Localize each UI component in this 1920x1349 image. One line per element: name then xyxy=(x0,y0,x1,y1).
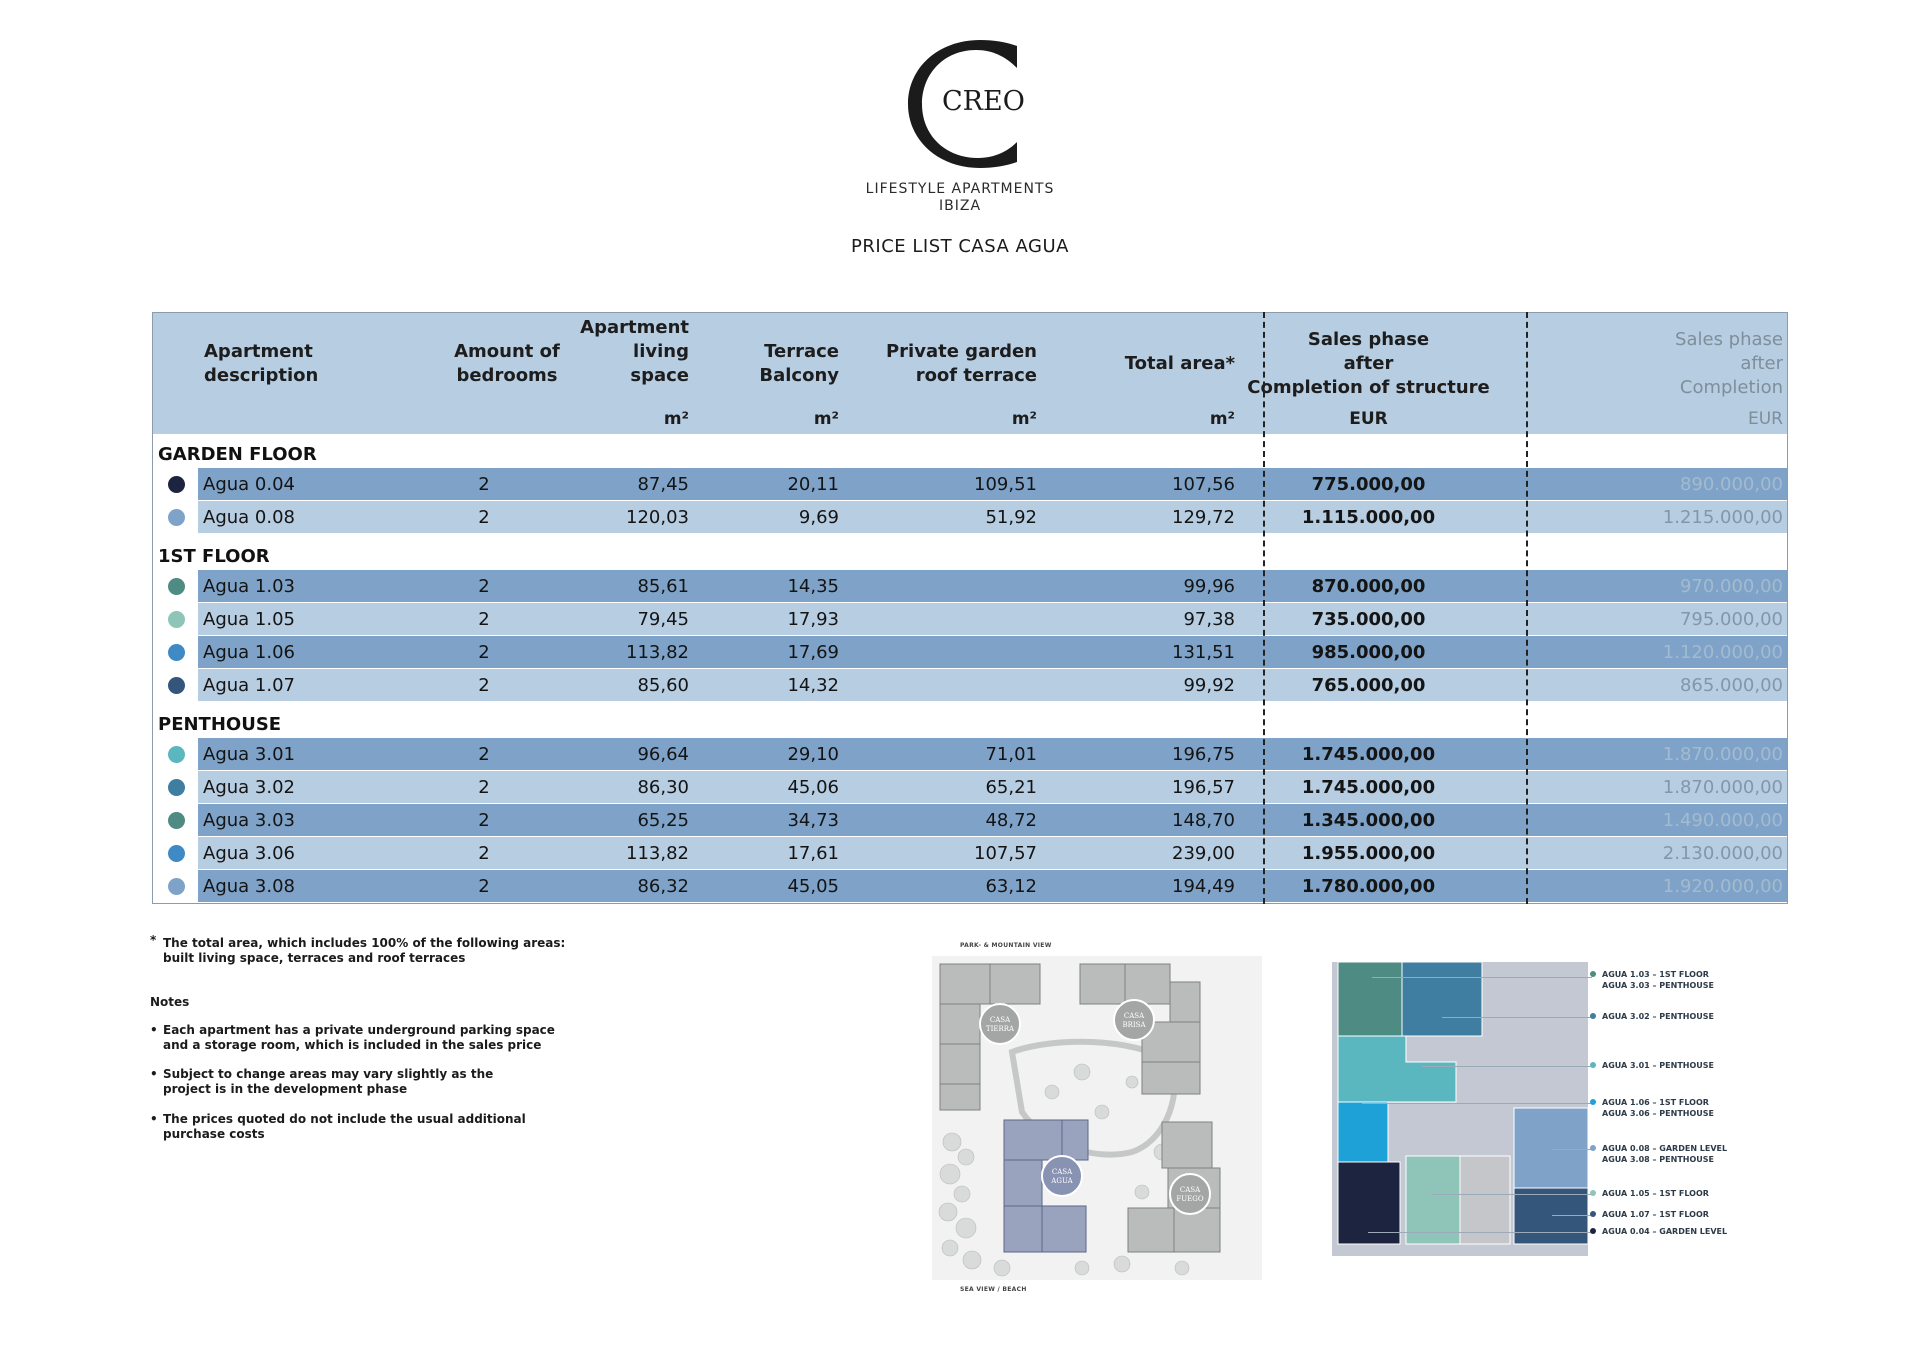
footnote: * The total area, which includes 100% of the following areas: built living space, terraces and roof terraces xyxy=(150,933,566,965)
table-row xyxy=(153,501,1787,533)
price-completion-value: 1.870.000,00 xyxy=(1662,744,1783,765)
price-table xyxy=(152,312,1788,904)
living-space-value: 86,32 xyxy=(637,876,689,897)
unit-color-dot xyxy=(168,677,185,694)
unit-color-dot xyxy=(168,878,185,895)
unit-sales2: EUR xyxy=(1748,409,1783,429)
apartment-name: Agua 1.05 xyxy=(203,609,295,630)
total-area-value: 131,51 xyxy=(1172,642,1235,663)
siteplan-bottom-label: SEA VIEW / BEACH xyxy=(960,1286,1027,1293)
bedrooms-value: 2 xyxy=(478,642,490,663)
floor-key-diagram xyxy=(1332,962,1588,1256)
apartment-name: Agua 3.02 xyxy=(203,777,295,798)
terrace-value: 45,06 xyxy=(787,777,839,798)
page-title: PRICE LIST CASA AGUA xyxy=(851,236,1069,257)
price-structure-value: 1.955.000,00 xyxy=(1301,843,1436,864)
section-heading-label: 1ST FLOOR xyxy=(158,546,270,567)
bedrooms-value: 2 xyxy=(478,474,490,495)
terrace-value: 20,11 xyxy=(787,474,839,495)
living-space-value: 85,60 xyxy=(637,675,689,696)
total-area-value: 107,56 xyxy=(1172,474,1235,495)
living-space-value: 113,82 xyxy=(626,843,689,864)
table-header xyxy=(153,313,1787,435)
living-space-value: 85,61 xyxy=(637,576,689,597)
price-structure-value: 775.000,00 xyxy=(1311,474,1426,495)
price-structure-value: 1.745.000,00 xyxy=(1301,744,1436,765)
total-area-value: 99,92 xyxy=(1183,675,1235,696)
price-completion-value: 1.920.000,00 xyxy=(1662,876,1783,897)
unit-color-dot xyxy=(168,845,185,862)
logo-wordmark: CREO xyxy=(942,86,1025,117)
unit-terrace: m² xyxy=(813,409,839,429)
total-area-value: 99,96 xyxy=(1183,576,1235,597)
table-row xyxy=(153,870,1787,902)
table-row xyxy=(153,636,1787,668)
price-completion-value: 970.000,00 xyxy=(1679,576,1783,597)
header-total-area: Total area* xyxy=(1124,353,1235,374)
building-label: CASA TIERRA xyxy=(985,1016,1015,1033)
terrace-value: 29,10 xyxy=(787,744,839,765)
price-completion-value: 1.490.000,00 xyxy=(1662,810,1783,831)
living-space-value: 113,82 xyxy=(626,642,689,663)
bedrooms-value: 2 xyxy=(478,777,490,798)
price-completion-value: 1.120.000,00 xyxy=(1662,642,1783,663)
header-garden: Private garden roof terrace xyxy=(885,341,1037,386)
price-structure-value: 1.115.000,00 xyxy=(1301,507,1436,528)
bedrooms-value: 2 xyxy=(478,507,490,528)
price-structure-value: 1.745.000,00 xyxy=(1301,777,1436,798)
tagline-line-1: LIFESTYLE APARTMENTS xyxy=(865,181,1055,197)
apartment-name: Agua 0.04 xyxy=(203,474,295,495)
header-living-space: Apartment living space xyxy=(580,317,689,386)
garden-value: 109,51 xyxy=(974,474,1037,495)
price-completion-value: 795.000,00 xyxy=(1679,609,1783,630)
garden-value: 63,12 xyxy=(985,876,1037,897)
price-structure-value: 735.000,00 xyxy=(1311,609,1426,630)
siteplan-top-label: PARK- & MOUNTAIN VIEW xyxy=(960,942,1052,949)
section-heading-label: GARDEN FLOOR xyxy=(158,444,317,465)
living-space-value: 65,25 xyxy=(637,810,689,831)
legend-label: AGUA 1.03 – 1ST FLOOR AGUA 3.03 – PENTHOUSE xyxy=(1602,970,1714,990)
legend-label: AGUA 3.02 – PENTHOUSE xyxy=(1602,1012,1714,1021)
legend-dot xyxy=(1590,1228,1596,1234)
header-bedrooms: Amount of bedrooms xyxy=(454,341,560,386)
legend-dot xyxy=(1590,1062,1596,1068)
total-area-value: 194,49 xyxy=(1172,876,1235,897)
unit-color-dot xyxy=(168,509,185,526)
total-area-value: 239,00 xyxy=(1172,843,1235,864)
section-heading-label: PENTHOUSE xyxy=(158,714,282,735)
terrace-value: 14,32 xyxy=(787,675,839,696)
total-area-value: 129,72 xyxy=(1172,507,1235,528)
legend-dot xyxy=(1590,1211,1596,1217)
garden-value: 65,21 xyxy=(985,777,1037,798)
living-space-value: 120,03 xyxy=(626,507,689,528)
note-item: • Subject to change areas may vary slightly as the project is in the development phase xyxy=(150,1067,494,1096)
building-label: CASA BRISA xyxy=(1122,1012,1146,1029)
price-completion-value: 890.000,00 xyxy=(1679,474,1783,495)
bedrooms-value: 2 xyxy=(478,810,490,831)
garden-value: 51,92 xyxy=(985,507,1037,528)
garden-value: 71,01 xyxy=(985,744,1037,765)
building-label: CASA FUEGO xyxy=(1176,1186,1204,1203)
section-heading xyxy=(153,704,1787,738)
terrace-value: 17,69 xyxy=(787,642,839,663)
bedrooms-value: 2 xyxy=(478,675,490,696)
terrace-value: 9,69 xyxy=(798,507,839,528)
living-space-value: 79,45 xyxy=(637,609,689,630)
terrace-value: 45,05 xyxy=(787,876,839,897)
notes-heading: Notes xyxy=(150,995,190,1009)
header-sales-phase-structure: Sales phase after Completion of structure xyxy=(1247,329,1490,398)
header-description: Apartment description xyxy=(204,341,319,386)
price-structure-value: 1.345.000,00 xyxy=(1301,810,1436,831)
header-terrace: Terrace Balcony xyxy=(759,341,839,386)
price-completion-value: 1.870.000,00 xyxy=(1662,777,1783,798)
note-item: • The prices quoted do not include the usual additional purchase costs xyxy=(150,1112,526,1141)
total-area-value: 148,70 xyxy=(1172,810,1235,831)
terrace-value: 17,61 xyxy=(787,843,839,864)
total-area-value: 196,57 xyxy=(1172,777,1235,798)
terrace-value: 17,93 xyxy=(787,609,839,630)
legend-dot xyxy=(1590,971,1596,977)
note-item: • Each apartment has a private underground parking space and a storage room, which is included in the sales price xyxy=(150,1023,555,1052)
table-row xyxy=(153,804,1787,836)
apartment-name: Agua 0.08 xyxy=(203,507,295,528)
legend-label: AGUA 1.06 – 1ST FLOOR AGUA 3.06 – PENTHOUSE xyxy=(1602,1098,1714,1118)
price-structure-value: 870.000,00 xyxy=(1311,576,1426,597)
key-leader-line xyxy=(1552,1215,1592,1216)
legend-dot xyxy=(1590,1013,1596,1019)
legend-label: AGUA 1.07 – 1ST FLOOR xyxy=(1602,1210,1709,1219)
site-plan xyxy=(932,942,1262,1293)
legend-label: AGUA 1.05 – 1ST FLOOR xyxy=(1602,1189,1709,1198)
section-heading xyxy=(153,536,1787,570)
garden-value: 48,72 xyxy=(985,810,1037,831)
terrace-value: 34,73 xyxy=(787,810,839,831)
key-leader-line xyxy=(1442,1017,1592,1018)
bedrooms-value: 2 xyxy=(478,609,490,630)
legend-label: AGUA 0.08 – GARDEN LEVEL AGUA 3.08 – PENTHOUSE xyxy=(1602,1144,1728,1164)
living-space-value: 86,30 xyxy=(637,777,689,798)
unit-color-dot xyxy=(168,476,185,493)
key-leader-line xyxy=(1422,1066,1592,1067)
table-row xyxy=(153,570,1787,602)
garden-value: 107,57 xyxy=(974,843,1037,864)
total-area-value: 97,38 xyxy=(1183,609,1235,630)
unit-color-dot xyxy=(168,812,185,829)
unit-color-dot xyxy=(168,644,185,661)
apartment-name: Agua 3.03 xyxy=(203,810,295,831)
tagline-line-2: IBIZA xyxy=(938,198,982,214)
price-completion-value: 865.000,00 xyxy=(1679,675,1783,696)
apartment-name: Agua 3.06 xyxy=(203,843,295,864)
highlight-border-right xyxy=(1526,312,1528,904)
legend-dot xyxy=(1590,1145,1596,1151)
apartment-name: Agua 1.06 xyxy=(203,642,295,663)
key-leader-line xyxy=(1368,1232,1592,1233)
price-structure-value: 765.000,00 xyxy=(1311,675,1426,696)
unit-color-dot xyxy=(168,611,185,628)
apartment-name: Agua 1.07 xyxy=(203,675,295,696)
unit-total: m² xyxy=(1209,409,1235,429)
key-leader-line xyxy=(1372,977,1592,978)
terrace-value: 14,35 xyxy=(787,576,839,597)
header-sales-phase-completion: Sales phase after Completion xyxy=(1675,329,1783,398)
key-leader-line xyxy=(1552,1149,1592,1150)
unit-living: m² xyxy=(663,409,689,429)
row-band xyxy=(198,570,1787,602)
apartment-name: Agua 3.08 xyxy=(203,876,295,897)
table-row xyxy=(153,738,1787,770)
table-row xyxy=(153,669,1787,701)
table-row xyxy=(153,603,1787,635)
bedrooms-value: 2 xyxy=(478,843,490,864)
site-plan-drawing xyxy=(932,942,1262,1282)
bedrooms-value: 2 xyxy=(478,576,490,597)
living-space-value: 87,45 xyxy=(637,474,689,495)
row-band xyxy=(198,603,1787,635)
price-structure-value: 1.780.000,00 xyxy=(1301,876,1436,897)
price-structure-value: 985.000,00 xyxy=(1311,642,1426,663)
key-leader-line xyxy=(1432,1194,1592,1195)
apartment-name: Agua 1.03 xyxy=(203,576,295,597)
key-leader-line xyxy=(1362,1103,1592,1104)
bedrooms-value: 2 xyxy=(478,744,490,765)
living-space-value: 96,64 xyxy=(637,744,689,765)
floor-plan-blocks xyxy=(1332,962,1588,1256)
price-completion-value: 2.130.000,00 xyxy=(1662,843,1783,864)
table-row xyxy=(153,771,1787,803)
legend-label: AGUA 0.04 – GARDEN LEVEL xyxy=(1602,1227,1728,1236)
unit-color-dot xyxy=(168,779,185,796)
table-row xyxy=(153,468,1787,500)
table-row xyxy=(153,837,1787,869)
unit-garden: m² xyxy=(1011,409,1037,429)
row-band xyxy=(198,636,1787,668)
unit-color-dot xyxy=(168,746,185,763)
legend-label: AGUA 3.01 – PENTHOUSE xyxy=(1602,1061,1714,1070)
price-completion-value: 1.215.000,00 xyxy=(1662,507,1783,528)
bedrooms-value: 2 xyxy=(478,876,490,897)
legend-dot xyxy=(1590,1190,1596,1196)
building-label: CASA AGUA xyxy=(1051,1168,1073,1185)
row-band xyxy=(198,669,1787,701)
highlight-border-left xyxy=(1263,312,1265,904)
legend-dot xyxy=(1590,1099,1596,1105)
apartment-name: Agua 3.01 xyxy=(203,744,295,765)
section-heading xyxy=(153,434,1787,468)
unit-color-dot xyxy=(168,578,185,595)
unit-sales1: EUR xyxy=(1349,409,1388,429)
total-area-value: 196,75 xyxy=(1172,744,1235,765)
